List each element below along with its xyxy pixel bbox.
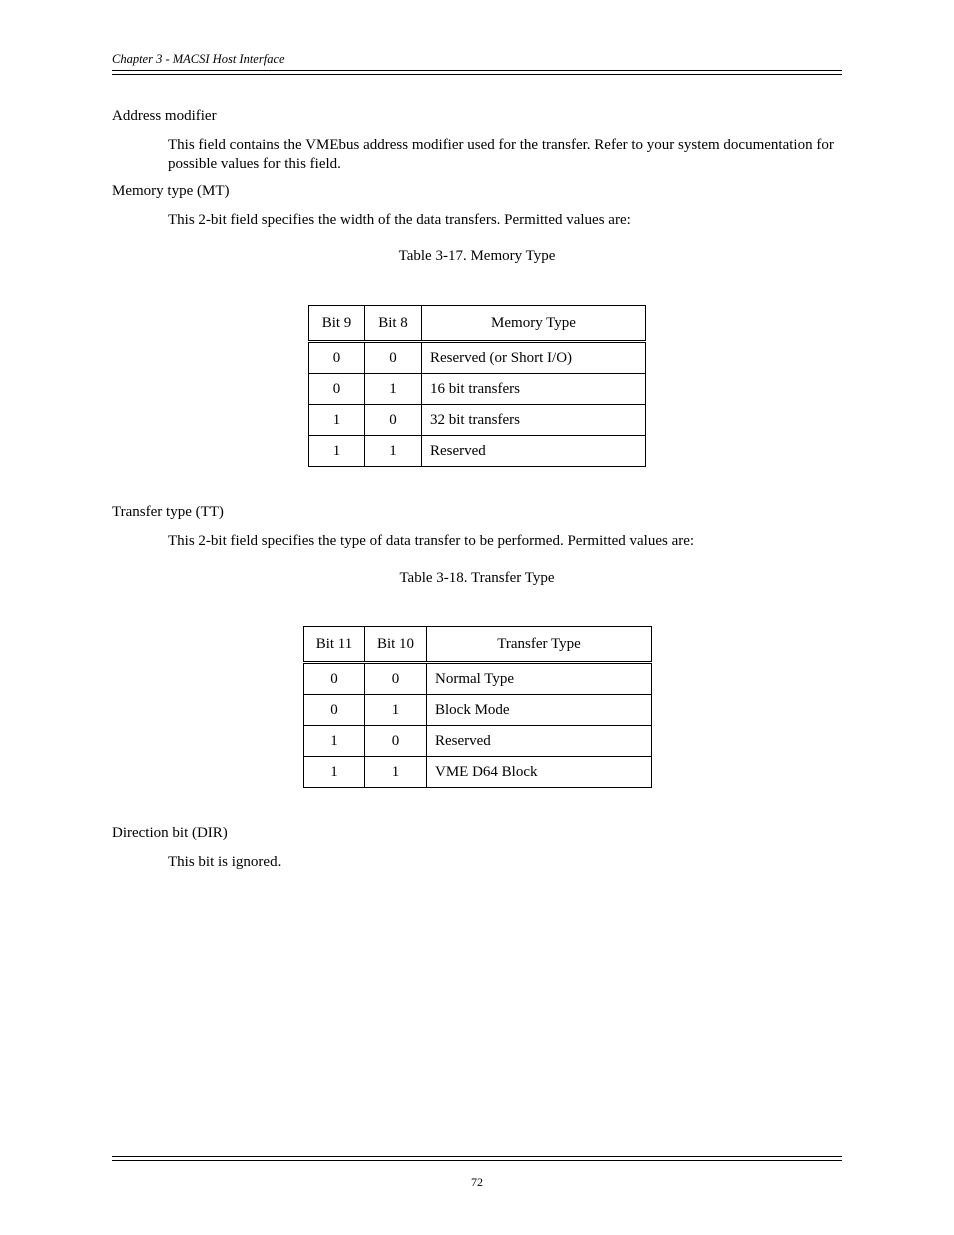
table-header-row xyxy=(304,627,652,663)
table-cell: Normal Type xyxy=(427,663,652,695)
running-header: Chapter 3 - MACSI Host Interface xyxy=(112,52,285,66)
table-cell: Reserved xyxy=(427,726,652,757)
table-cell: 1 xyxy=(309,405,365,436)
memory-type-table xyxy=(308,305,646,467)
transfer-type-table xyxy=(303,626,652,788)
table-row xyxy=(309,436,646,467)
table-cell: 1 xyxy=(309,436,365,467)
footer-rule-top xyxy=(112,1156,842,1157)
header-bit11: Bit 11 xyxy=(304,627,365,663)
memory-type-text: This 2-bit field specifies the width of the data transfers. Permitted values are: xyxy=(168,212,631,228)
table-cell: VME D64 Block xyxy=(427,757,652,788)
table-3-17-caption: Table 3-17. Memory Type xyxy=(398,248,556,264)
table-cell: 0 xyxy=(309,374,365,405)
direction-bit-label: Direction bit (DIR) xyxy=(112,825,228,841)
table-cell: 0 xyxy=(365,405,422,436)
table-row xyxy=(304,695,652,726)
header-rule-top xyxy=(112,70,842,71)
table-cell: 0 xyxy=(365,342,422,374)
table-row xyxy=(304,726,652,757)
table-cell: Reserved (or Short I/O) xyxy=(422,342,646,374)
table-3-18-caption: Table 3-18. Transfer Type xyxy=(399,570,555,586)
transfer-type-label: Transfer type (TT) xyxy=(112,504,224,520)
table-cell: 1 xyxy=(365,374,422,405)
header-memory-type: Memory Type xyxy=(422,306,646,342)
table-row xyxy=(309,374,646,405)
table-cell: 0 xyxy=(365,726,427,757)
memory-type-label: Memory type (MT) xyxy=(112,183,230,199)
header-bit10: Bit 10 xyxy=(365,627,427,663)
table-cell: 0 xyxy=(304,695,365,726)
table-row xyxy=(309,342,646,374)
direction-bit-text: This bit is ignored. xyxy=(168,854,282,870)
header-bit8: Bit 8 xyxy=(365,306,422,342)
table-cell: Reserved xyxy=(422,436,646,467)
footer-rule-bottom xyxy=(112,1160,842,1161)
table-cell: 1 xyxy=(365,436,422,467)
header-bit9: Bit 9 xyxy=(309,306,365,342)
header-rule-bottom xyxy=(112,74,842,75)
address-modifier-text: This field contains the VMEbus address modifier used for the transfer. Refer to your system documentation for possible values for this field. xyxy=(168,137,834,172)
address-modifier-label: Address modifier xyxy=(112,108,217,124)
table-cell: 1 xyxy=(304,726,365,757)
table-cell: 0 xyxy=(304,663,365,695)
table-row xyxy=(304,663,652,695)
table-row xyxy=(309,405,646,436)
header-transfer-type: Transfer Type xyxy=(427,627,652,663)
table-cell: 16 bit transfers xyxy=(422,374,646,405)
table-cell: 0 xyxy=(365,663,427,695)
table-cell: Block Mode xyxy=(427,695,652,726)
table-cell: 1 xyxy=(365,695,427,726)
page-number: 72 xyxy=(471,1175,483,1189)
transfer-type-text: This 2-bit field specifies the type of data transfer to be performed. Permitted values are: xyxy=(168,533,695,549)
table-cell: 32 bit transfers xyxy=(422,405,646,436)
table-cell: 1 xyxy=(365,757,427,788)
table-cell: 0 xyxy=(309,342,365,374)
table-cell: 1 xyxy=(304,757,365,788)
table-header-row xyxy=(309,306,646,342)
table-row xyxy=(304,757,652,788)
